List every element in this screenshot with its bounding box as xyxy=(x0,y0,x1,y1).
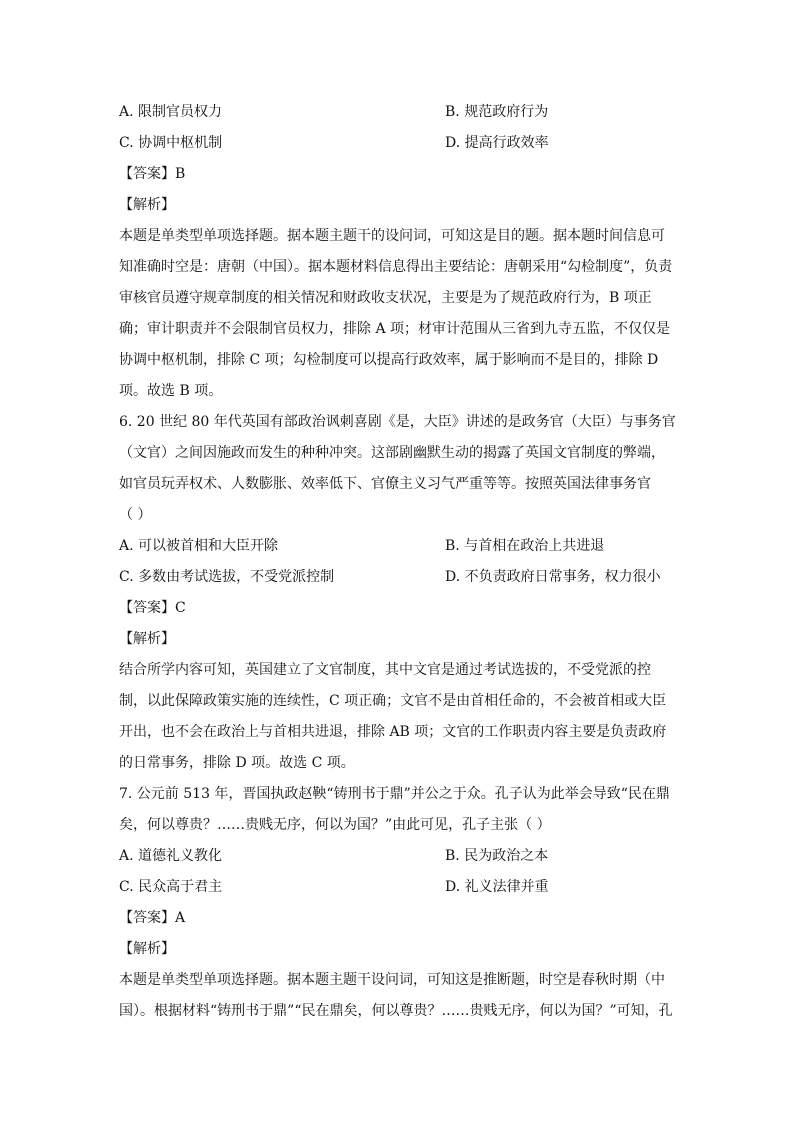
option-b: B. 与首相在政治上共进退 xyxy=(445,538,605,554)
option-row xyxy=(119,128,675,159)
stem-line: 如官员玩弄权术、人数膨胀、效率低下、官僚主义习气严重等等。按照英国法律事务官 xyxy=(119,476,651,492)
q5-analysis xyxy=(119,221,675,407)
option-a: A. 可以被首相和大臣开除 xyxy=(119,538,279,554)
analysis-line: 制，以此保障政策实施的连续性，C 项正确；文官不是由首相任命的，不会被首相或大臣 xyxy=(119,693,667,709)
q7-answer: 【答案】A xyxy=(119,910,186,926)
q7-stem xyxy=(119,779,675,841)
q7-options xyxy=(119,841,675,903)
analysis-line: 项。故选 B 项。 xyxy=(119,383,223,399)
option-d: D. 提高行政效率 xyxy=(445,135,549,151)
option-row xyxy=(119,841,675,872)
analysis-line: 知准确时空是：唐朝（中国）。据本题材料信息得出主要结论：唐朝采用“勾检制度”，负责 xyxy=(119,259,673,275)
q6-options xyxy=(119,531,675,593)
option-c: C. 民众高于君主 xyxy=(119,879,223,895)
q7-analysis xyxy=(119,965,675,1027)
option-row xyxy=(119,97,675,128)
stem-line: （文官）之间因施政而发生的种种冲突。这部剧幽默生动的揭露了英国文官制度的弊端， xyxy=(119,445,665,461)
stem-line: 6. 20 世纪 80 年代英国有部政治讽刺喜剧《是，大臣》讲述的是政务官（大臣）与事务官 xyxy=(119,414,676,430)
analysis-line: 的日常事务，排除 D 项。故选 C 项。 xyxy=(119,755,355,771)
q6-stem xyxy=(119,407,675,531)
analysis-line: 开出，也不会在政治上与首相共进退，排除 AB 项；文官的工作职责内容主要是负责政府 xyxy=(119,724,667,740)
analysis-line: 本题是单类型单项选择题。据本题主题干设问词，可知这是推断题，时空是春秋时期（中 xyxy=(119,972,665,988)
option-b: B. 民为政治之本 xyxy=(445,848,549,864)
stem-line: 矣，何以尊贵？……贵贱无序，何以为国？”由此可见，孔子主张（ ） xyxy=(119,817,551,833)
stem-line: 7. 公元前 513 年，晋国执政赵鞅“铸刑书于鼎”并公之于众。孔子认为此举会导致“民在鼎 xyxy=(119,786,670,802)
option-row xyxy=(119,562,675,593)
q5-options xyxy=(119,97,675,159)
analysis-line: 本题是单类型单项选择题。据本题主题干的设问词，可知这是目的题。据本题时间信息可 xyxy=(119,228,665,244)
analysis-line: 国）。根据材料“铸刑书于鼎”“民在鼎矣，何以尊贵？……贵贱无序，何以为国？”可知，孔 xyxy=(119,1003,673,1019)
option-d: D. 不负责政府日常事务，权力很小 xyxy=(445,569,661,585)
analysis-line: 审核官员遵守规章制度的相关情况和财政收支状况，主要是为了规范政府行为，B 项正 xyxy=(119,290,652,306)
q6-analysis xyxy=(119,655,675,779)
q5-analysis-label: 【解析】 xyxy=(119,197,175,213)
option-row xyxy=(119,531,675,562)
analysis-line: 确；审计职责并不会限制官员权力，排除 A 项；材审计范围从三省到九寺五监，不仅仅是 xyxy=(119,321,671,337)
q5-answer: 【答案】B xyxy=(119,166,186,182)
option-c: C. 协调中枢机制 xyxy=(119,135,223,151)
option-row xyxy=(119,872,675,903)
analysis-line: 协调中枢机制，排除 C 项；勾检制度可以提高行政效率，属于影响而不是目的，排除 D xyxy=(119,352,659,368)
q7-analysis-label: 【解析】 xyxy=(119,941,175,957)
option-c: C. 多数由考试选拔，不受党派控制 xyxy=(119,569,335,585)
exam-page xyxy=(119,97,675,1027)
stem-line: （ ） xyxy=(119,507,152,523)
option-a: A. 道德礼义教化 xyxy=(119,848,223,864)
option-d: D. 礼义法律并重 xyxy=(445,879,549,895)
q6-analysis-label: 【解析】 xyxy=(119,631,175,647)
analysis-line: 结合所学内容可知，英国建立了文官制度，其中文官是通过考试选拔的，不受党派的控 xyxy=(119,662,651,678)
option-a: A. 限制官员权力 xyxy=(119,104,223,120)
option-b: B. 规范政府行为 xyxy=(445,104,549,120)
q6-answer: 【答案】C xyxy=(119,600,186,616)
